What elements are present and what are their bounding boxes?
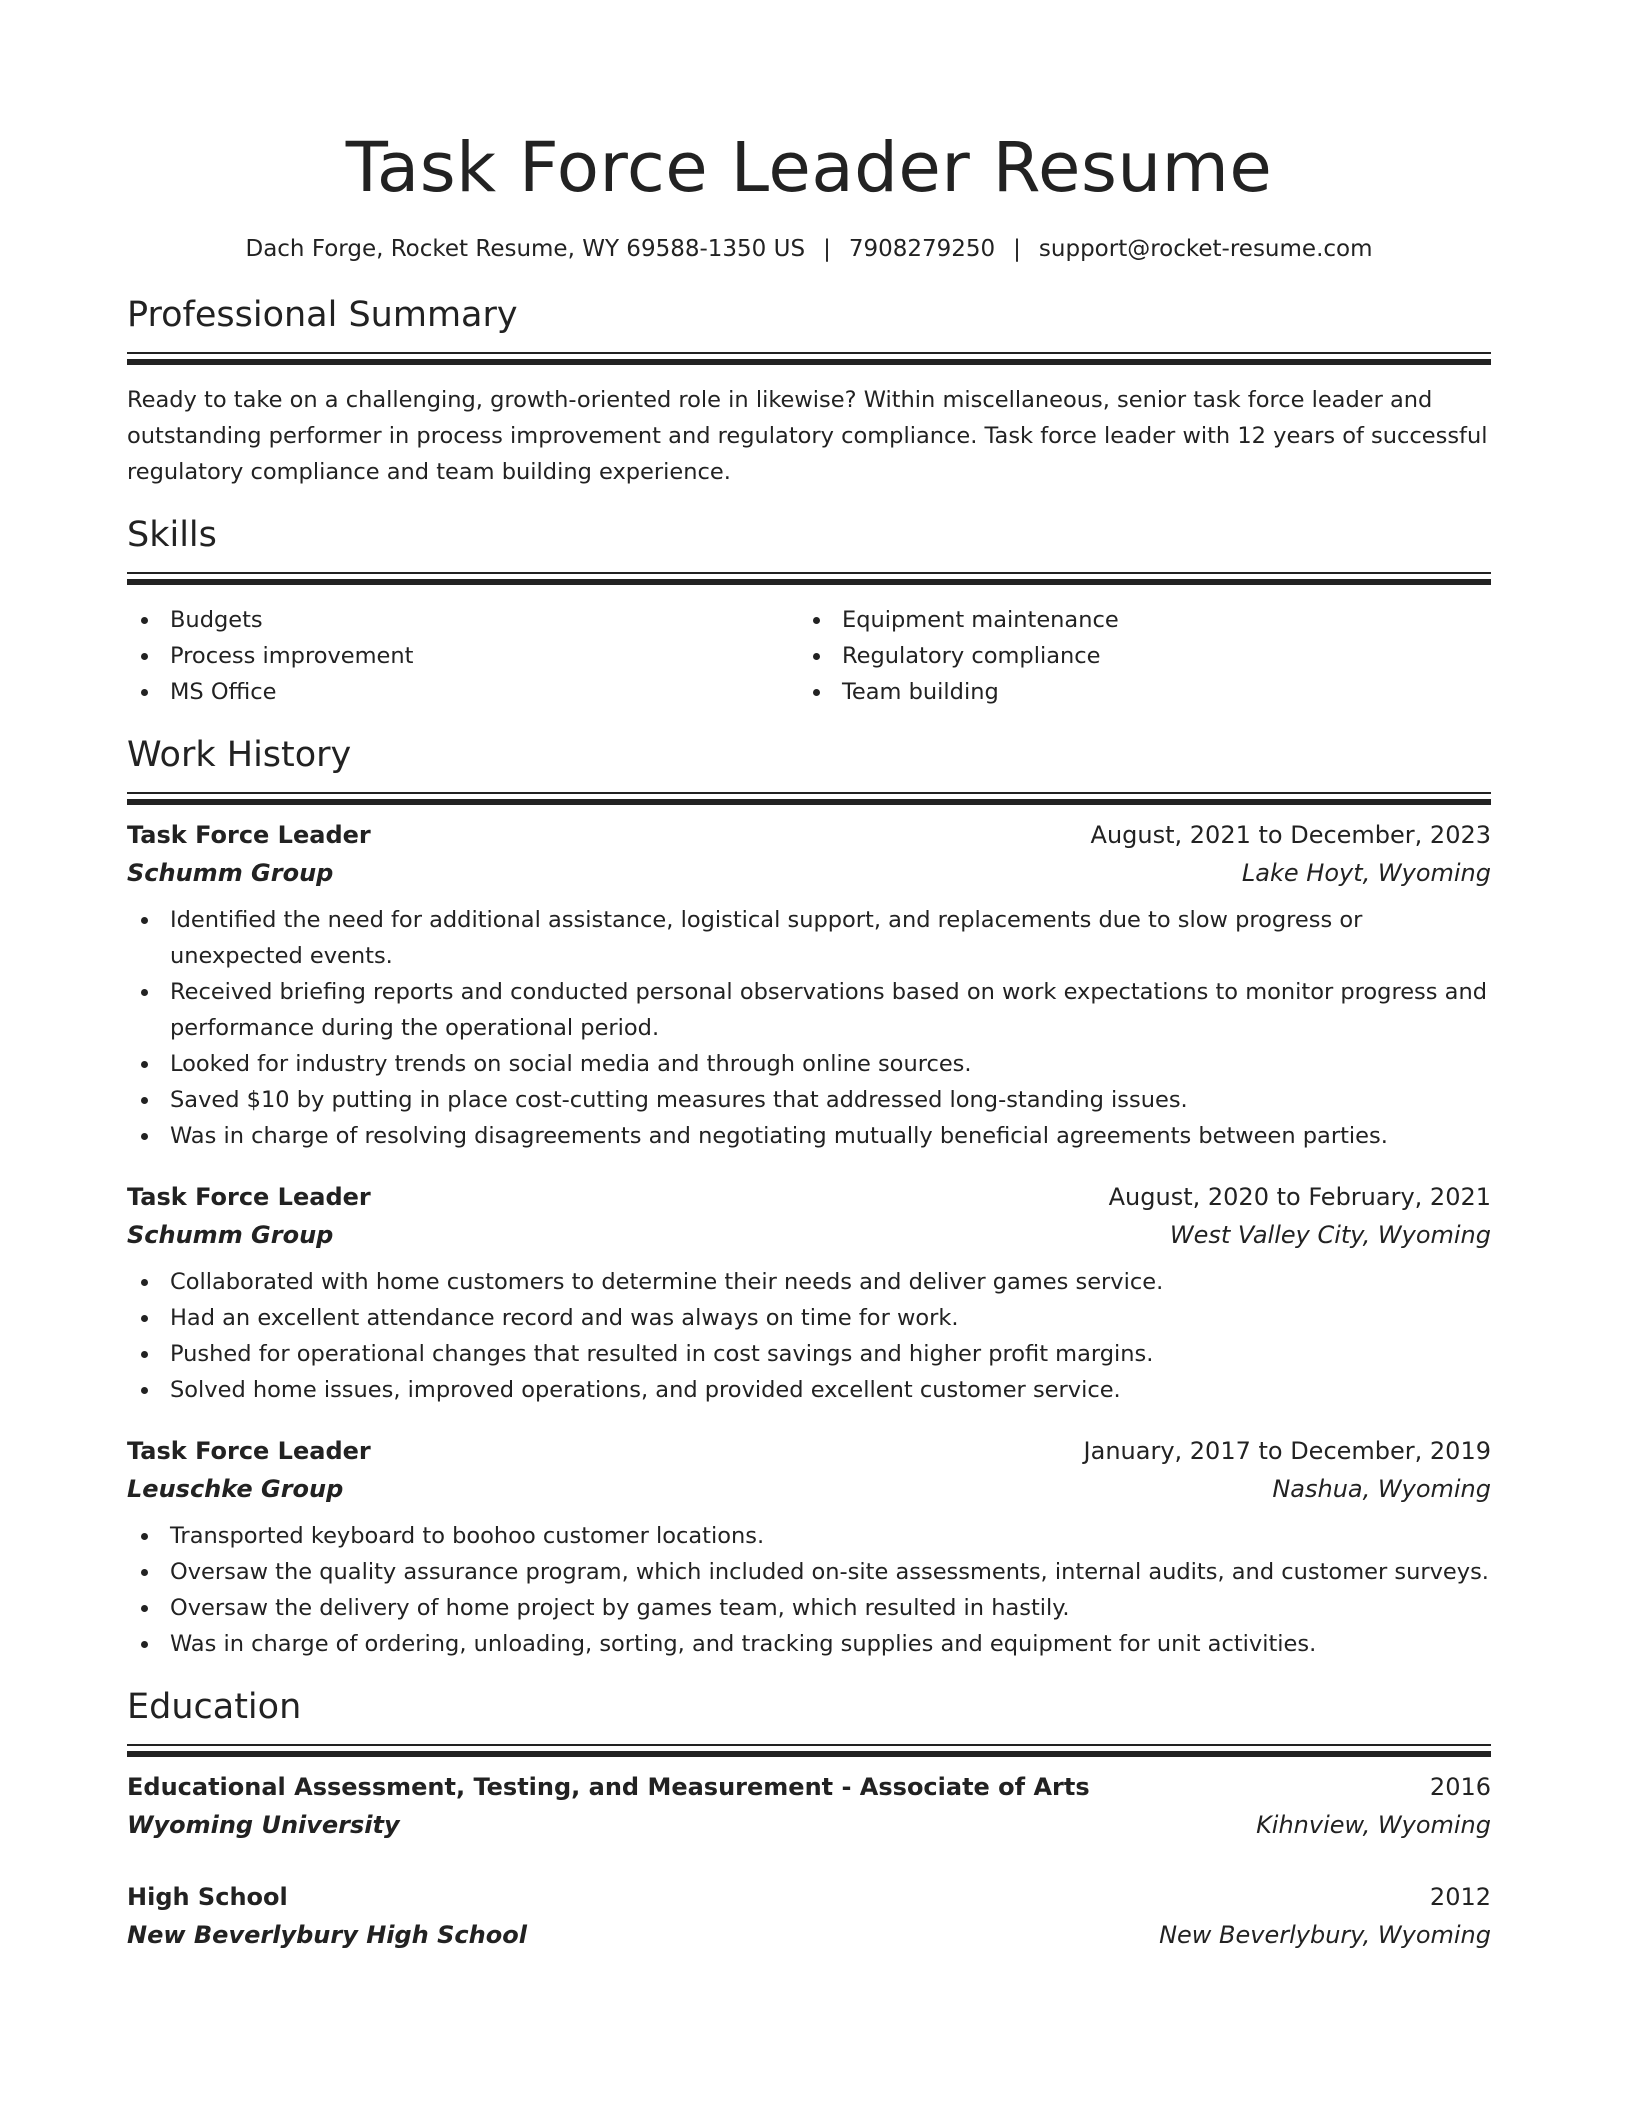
- education-degree: Educational Assessment, Testing, and Measurement - Associate of Arts: [127, 1773, 1090, 1801]
- education-degree: High School: [127, 1883, 288, 1911]
- summary-section: [127, 292, 1491, 490]
- job-title: Task Force Leader: [127, 1183, 371, 1211]
- job-dates: August, 2020 to February, 2021: [1108, 1183, 1491, 1211]
- job-bullet: Transported keyboard to boohoo customer locations.: [127, 1518, 1491, 1554]
- skill-item: MS Office: [127, 674, 799, 710]
- education-heading: Education: [127, 1687, 302, 1727]
- resume-page: [127, 0, 1491, 1954]
- education-school: New Beverlybury High School: [127, 1921, 527, 1949]
- section-divider: [127, 352, 1491, 366]
- job-bullet: Had an excellent attendance record and was always on time for work.: [127, 1300, 1491, 1336]
- job-location: Nashua, Wyoming: [1272, 1475, 1491, 1503]
- contact-email: support@rocket-resume.com: [1038, 236, 1373, 262]
- job-bullets: [127, 902, 1491, 1154]
- job-dates: January, 2017 to December, 2019: [1083, 1437, 1491, 1465]
- summary-text: Ready to take on a challenging, growth-oriented role in likewise? Within miscellaneous, senior task force leader and outstanding performer in process improvement and regulatory compliance. Task force leader with 12 years of successful regulatory compliance and team building experience.: [127, 387, 1488, 485]
- job-bullet: Was in charge of ordering, unloading, sorting, and tracking supplies and equipment for unit activities.: [127, 1626, 1491, 1662]
- contact-separator: |: [1013, 236, 1021, 262]
- job-company: Schumm Group: [127, 1221, 334, 1249]
- skill-item: Equipment maintenance: [799, 602, 1471, 638]
- skill-item: Process improvement: [127, 638, 799, 674]
- job-entry: [127, 1178, 1491, 1408]
- job-title: Task Force Leader: [127, 821, 371, 849]
- job-company-row: [127, 1216, 1491, 1254]
- job-dates: August, 2021 to December, 2023: [1090, 821, 1491, 849]
- contact-phone: 7908279250: [848, 236, 996, 262]
- job-bullet: Oversaw the quality assurance program, which included on-site assessments, internal audits, and customer surveys.: [127, 1554, 1491, 1590]
- job-bullet: Was in charge of resolving disagreements and negotiating mutually beneficial agreements between parties.: [127, 1118, 1491, 1154]
- work-history-section: [127, 732, 1491, 1662]
- job-location: West Valley City, Wyoming: [1169, 1221, 1491, 1249]
- job-bullet: Identified the need for additional assistance, logistical support, and replacements due to slow progress or unexpected events.: [127, 902, 1491, 974]
- work-history-heading: Work History: [127, 735, 352, 775]
- job-location: Lake Hoyt, Wyoming: [1241, 859, 1491, 887]
- education-header-row: [127, 1768, 1491, 1806]
- education-location: New Beverlybury, Wyoming: [1159, 1921, 1491, 1949]
- job-bullet: Looked for industry trends on social media and through online sources.: [127, 1046, 1491, 1082]
- contact-separator: |: [823, 236, 831, 262]
- skill-item: Team building: [799, 674, 1471, 710]
- summary-heading: Professional Summary: [127, 295, 518, 335]
- education-section: [127, 1684, 1491, 1954]
- education-school: Wyoming University: [127, 1811, 400, 1839]
- job-entry: [127, 816, 1491, 1154]
- education-entry: [127, 1768, 1491, 1844]
- job-company: Schumm Group: [127, 859, 334, 887]
- job-header-row: [127, 1178, 1491, 1216]
- job-header-row: [127, 1432, 1491, 1470]
- education-school-row: [127, 1916, 1491, 1954]
- skill-item: Budgets: [127, 602, 799, 638]
- skill-item: Regulatory compliance: [799, 638, 1471, 674]
- skills-column-left: [127, 602, 799, 710]
- section-divider: [127, 572, 1491, 586]
- contact-address: Dach Forge, Rocket Resume, WY 69588-1350 US: [245, 236, 806, 262]
- job-bullet: Pushed for operational changes that resulted in cost savings and higher profit margins.: [127, 1336, 1491, 1372]
- job-company: Leuschke Group: [127, 1475, 344, 1503]
- skills-grid: [127, 602, 1491, 710]
- job-company-row: [127, 854, 1491, 892]
- education-header-row: [127, 1878, 1491, 1916]
- job-company-row: [127, 1470, 1491, 1508]
- job-entry: [127, 1432, 1491, 1662]
- skills-section: [127, 512, 1491, 710]
- contact-line: [127, 232, 1491, 266]
- job-bullet: Oversaw the delivery of home project by games team, which resulted in hastily.: [127, 1590, 1491, 1626]
- skills-column-right: [799, 602, 1471, 710]
- job-bullets: [127, 1518, 1491, 1662]
- job-bullet: Collaborated with home customers to determine their needs and deliver games service.: [127, 1264, 1491, 1300]
- education-year: 2016: [1429, 1773, 1491, 1801]
- job-bullets: [127, 1264, 1491, 1408]
- section-divider: [127, 1744, 1491, 1758]
- skills-heading: Skills: [127, 515, 217, 555]
- job-header-row: [127, 816, 1491, 854]
- job-bullet: Solved home issues, improved operations, and provided excellent customer service.: [127, 1372, 1491, 1408]
- resume-title: Task Force Leader Resume: [345, 128, 1273, 208]
- job-title: Task Force Leader: [127, 1437, 371, 1465]
- education-year: 2012: [1429, 1883, 1491, 1911]
- education-location: Kihnview, Wyoming: [1256, 1811, 1491, 1839]
- job-bullet: Received briefing reports and conducted personal observations based on work expectations to monitor progress and performance during the operational period.: [127, 974, 1491, 1046]
- job-bullet: Saved $10 by putting in place cost-cutting measures that addressed long-standing issues.: [127, 1082, 1491, 1118]
- section-divider: [127, 792, 1491, 806]
- education-school-row: [127, 1806, 1491, 1844]
- education-entry: [127, 1878, 1491, 1954]
